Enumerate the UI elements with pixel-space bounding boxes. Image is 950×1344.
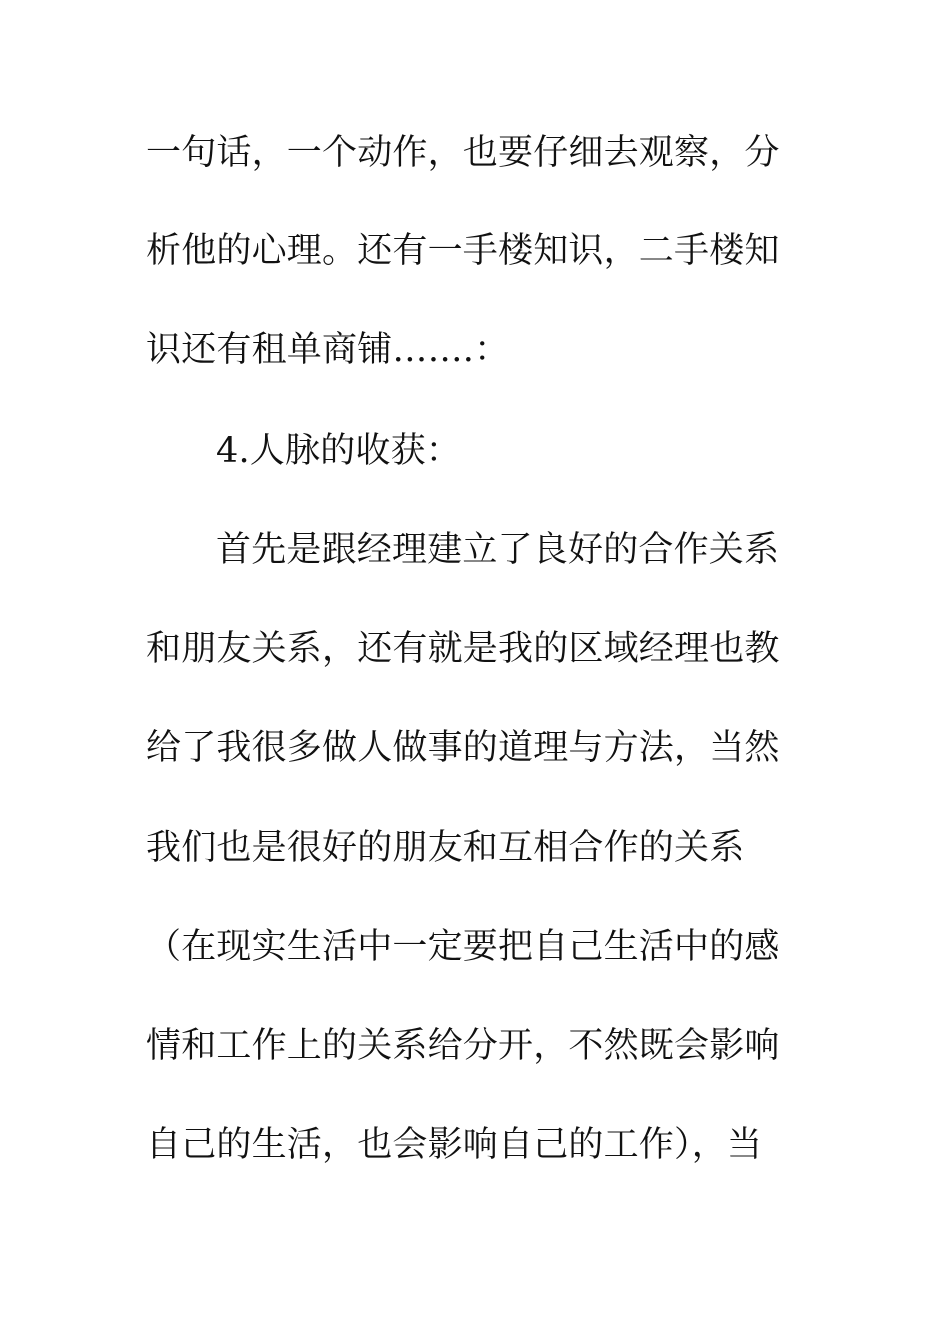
paragraph-line: 我们也是很好的朋友和互相合作的关系 <box>146 828 745 868</box>
paragraph-line: 给了我很多做人做事的道理与方法，当然 <box>146 728 780 768</box>
section-heading: 4.人脉的收获： <box>216 431 461 471</box>
paragraph-line: （在现实生活中一定要把自己生活中的感 <box>146 927 780 967</box>
paragraph-line: 一句话，一个动作，也要仔细去观察，分 <box>146 133 780 173</box>
paragraph-line: 和朋友关系，还有就是我的区域经理也教 <box>146 629 780 669</box>
paragraph-line: 情和工作上的关系给分开，不然既会影响 <box>146 1026 780 1066</box>
paragraph-line: 首先是跟经理建立了良好的合作关系 <box>216 530 780 570</box>
paragraph-line: 析他的心理。还有一手楼知识，二手楼知 <box>146 231 780 271</box>
paragraph-line: 自己的生活，也会影响自己的工作），当 <box>146 1125 763 1165</box>
paragraph-line: 识还有租单商铺…….： <box>146 330 510 370</box>
